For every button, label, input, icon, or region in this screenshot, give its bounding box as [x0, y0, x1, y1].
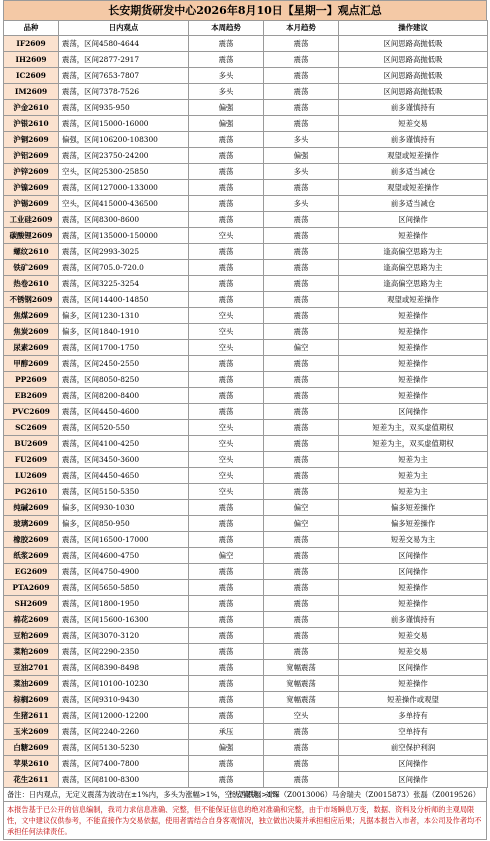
row-advice: 区间操作	[339, 660, 488, 676]
row-monthly-trend: 震荡	[264, 532, 339, 548]
row-intraday-view: 震荡，区间520-550	[59, 420, 189, 436]
row-weekly-trend: 震荡	[189, 500, 264, 516]
row-weekly-trend: 震荡	[189, 244, 264, 260]
table-header-row	[4, 21, 488, 36]
row-intraday-view: 震荡，区间12000-12200	[59, 708, 189, 724]
row-monthly-trend: 震荡	[264, 388, 339, 404]
row-advice: 短差为主	[339, 468, 488, 484]
row-monthly-trend: 震荡	[264, 596, 339, 612]
row-symbol: 碳酸锂2609	[4, 228, 59, 244]
row-intraday-view: 震荡，区间127000-133000	[59, 180, 189, 196]
row-symbol: 尿素2609	[4, 340, 59, 356]
authors: 长安期货：刘琛（Z0013006）马舍瑞夫（Z0015873）张磊（Z0019526）	[228, 790, 480, 799]
row-intraday-view: 震荡，区间8300-8600	[59, 212, 189, 228]
table-row	[4, 628, 488, 644]
row-symbol: EB2609	[4, 388, 59, 404]
row-symbol: 纯碱2609	[4, 500, 59, 516]
row-monthly-trend: 宽幅震荡	[264, 660, 339, 676]
table-row	[4, 500, 488, 516]
table-row	[4, 388, 488, 404]
row-symbol: 橡胶2609	[4, 532, 59, 548]
row-symbol: 生猪2611	[4, 708, 59, 724]
row-advice: 短差操作	[339, 324, 488, 340]
row-weekly-trend: 偏强	[189, 116, 264, 132]
row-symbol: 沪银2610	[4, 116, 59, 132]
header-advice: 操作建议	[339, 21, 488, 36]
row-weekly-trend: 震荡	[189, 276, 264, 292]
row-symbol: 沪镍2609	[4, 180, 59, 196]
row-advice: 前多适当减仓	[339, 196, 488, 212]
row-weekly-trend: 多头	[189, 84, 264, 100]
row-weekly-trend: 空头	[189, 484, 264, 500]
row-monthly-trend: 震荡	[264, 52, 339, 68]
row-advice: 区间操作	[339, 548, 488, 564]
row-weekly-trend: 震荡	[189, 292, 264, 308]
row-monthly-trend: 震荡	[264, 212, 339, 228]
row-advice: 区间操作	[339, 212, 488, 228]
row-monthly-trend: 震荡	[264, 100, 339, 116]
row-advice: 空单持有	[339, 724, 488, 740]
table-row	[4, 36, 488, 52]
row-symbol: IH2609	[4, 52, 59, 68]
row-intraday-view: 震荡，区间3070-3120	[59, 628, 189, 644]
table-row	[4, 676, 488, 692]
table-row	[4, 84, 488, 100]
row-advice: 短差操作	[339, 356, 488, 372]
row-symbol: 焦煤2609	[4, 308, 59, 324]
row-symbol: 工业硅2609	[4, 212, 59, 228]
row-intraday-view: 震荡，区间2877-2917	[59, 52, 189, 68]
row-weekly-trend: 空头	[189, 420, 264, 436]
table-row	[4, 324, 488, 340]
row-advice: 逢高偏空思路为主	[339, 244, 488, 260]
row-monthly-trend: 震荡	[264, 84, 339, 100]
row-weekly-trend: 震荡	[189, 708, 264, 724]
row-weekly-trend: 震荡	[189, 132, 264, 148]
row-symbol: 玻璃2609	[4, 516, 59, 532]
row-monthly-trend: 宽幅震荡	[264, 692, 339, 708]
row-weekly-trend: 震荡	[189, 164, 264, 180]
row-intraday-view: 震荡，区间4600-4750	[59, 548, 189, 564]
row-advice: 区间操作	[339, 404, 488, 420]
row-monthly-trend: 震荡	[264, 580, 339, 596]
row-intraday-view: 震荡，区间935-950	[59, 100, 189, 116]
row-intraday-view: 震荡，区间8050-8250	[59, 372, 189, 388]
row-symbol: 沪锌2609	[4, 164, 59, 180]
row-monthly-trend: 震荡	[264, 644, 339, 660]
row-advice: 区间操作	[339, 772, 488, 788]
table-row	[4, 308, 488, 324]
row-symbol: PVC2609	[4, 404, 59, 420]
row-weekly-trend: 震荡	[189, 148, 264, 164]
row-symbol: 苹果2610	[4, 756, 59, 772]
row-weekly-trend: 震荡	[189, 756, 264, 772]
table-row	[4, 708, 488, 724]
row-intraday-view: 震荡，区间2993-3025	[59, 244, 189, 260]
row-symbol: IF2609	[4, 36, 59, 52]
row-weekly-trend: 偏强	[189, 100, 264, 116]
row-intraday-view: 震荡，区间4450-4600	[59, 404, 189, 420]
table-row	[4, 516, 488, 532]
row-monthly-trend: 震荡	[264, 36, 339, 52]
table-row	[4, 596, 488, 612]
row-symbol: IM2609	[4, 84, 59, 100]
row-symbol: PG2610	[4, 484, 59, 500]
row-advice: 短差交易为主	[339, 532, 488, 548]
table-row	[4, 228, 488, 244]
row-intraday-view: 震荡，区间2290-2350	[59, 644, 189, 660]
row-weekly-trend: 震荡	[189, 388, 264, 404]
header-symbol: 品种	[4, 21, 59, 36]
table-row	[4, 404, 488, 420]
row-monthly-trend: 多头	[264, 164, 339, 180]
row-weekly-trend: 震荡	[189, 580, 264, 596]
page-title: 长安期货研发中心2026年8月10日【星期一】观点汇总	[3, 0, 487, 20]
row-monthly-trend: 震荡	[264, 724, 339, 740]
row-weekly-trend: 偏强	[189, 740, 264, 756]
row-intraday-view: 震荡，区间3225-3254	[59, 276, 189, 292]
row-advice: 前多适当减仓	[339, 164, 488, 180]
footnote-text: 备注：日内观点，无定义震荡为波动在±1%内，多头为涨幅>1%，空头为跌幅>1%	[7, 790, 279, 799]
views-table	[3, 20, 488, 788]
table-row	[4, 612, 488, 628]
row-intraday-view: 震荡，区间8100-8300	[59, 772, 189, 788]
row-advice: 短差操作	[339, 340, 488, 356]
row-monthly-trend: 震荡	[264, 612, 339, 628]
row-monthly-trend: 震荡	[264, 356, 339, 372]
row-symbol: 螺纹2610	[4, 244, 59, 260]
row-advice: 前多谨慎持有	[339, 132, 488, 148]
row-monthly-trend: 震荡	[264, 244, 339, 260]
row-intraday-view: 空头，区间25300-25850	[59, 164, 189, 180]
header-monthly-trend: 本月趋势	[264, 21, 339, 36]
row-advice: 逢高偏空思路为主	[339, 276, 488, 292]
table-row	[4, 692, 488, 708]
row-symbol: BU2609	[4, 436, 59, 452]
row-advice: 偏多短差操作	[339, 500, 488, 516]
row-intraday-view: 空头，区间415000-436500	[59, 196, 189, 212]
row-weekly-trend: 震荡	[189, 36, 264, 52]
row-intraday-view: 震荡，区间10100-10230	[59, 676, 189, 692]
row-advice: 短差操作	[339, 228, 488, 244]
row-advice: 短差操作或观望	[339, 692, 488, 708]
table-row	[4, 452, 488, 468]
row-monthly-trend: 震荡	[264, 276, 339, 292]
row-weekly-trend: 偏空	[189, 548, 264, 564]
row-symbol: SC2609	[4, 420, 59, 436]
row-weekly-trend: 空头	[189, 308, 264, 324]
row-intraday-view: 震荡，区间1800-1950	[59, 596, 189, 612]
row-symbol: 沪金2610	[4, 100, 59, 116]
row-symbol: 焦炭2609	[4, 324, 59, 340]
row-weekly-trend: 空头	[189, 452, 264, 468]
row-intraday-view: 震荡，区间1700-1750	[59, 340, 189, 356]
table-row	[4, 212, 488, 228]
row-weekly-trend: 震荡	[189, 564, 264, 580]
row-monthly-trend: 宽幅震荡	[264, 676, 339, 692]
row-symbol: 花生2611	[4, 772, 59, 788]
row-advice: 区间思路高抛低吸	[339, 52, 488, 68]
row-weekly-trend: 震荡	[189, 212, 264, 228]
row-weekly-trend: 空头	[189, 228, 264, 244]
row-intraday-view: 震荡，区间2240-2260	[59, 724, 189, 740]
table-row	[4, 660, 488, 676]
row-symbol: 菜油2609	[4, 676, 59, 692]
row-advice: 短差为主，双买虚值期权	[339, 420, 488, 436]
row-intraday-view: 偏多，区间850-950	[59, 516, 189, 532]
table-row	[4, 468, 488, 484]
table-row	[4, 532, 488, 548]
row-weekly-trend: 震荡	[189, 372, 264, 388]
row-symbol: 玉米2609	[4, 724, 59, 740]
row-intraday-view: 震荡，区间5150-5350	[59, 484, 189, 500]
row-advice: 偏多短差操作	[339, 516, 488, 532]
row-symbol: 白糖2609	[4, 740, 59, 756]
row-weekly-trend: 震荡	[189, 516, 264, 532]
row-monthly-trend: 震荡	[264, 324, 339, 340]
row-weekly-trend: 空头	[189, 340, 264, 356]
row-symbol: PP2609	[4, 372, 59, 388]
table-row	[4, 724, 488, 740]
row-intraday-view: 震荡，区间23750-24200	[59, 148, 189, 164]
row-intraday-view: 偏多，区间930-1030	[59, 500, 189, 516]
row-weekly-trend: 震荡	[189, 628, 264, 644]
row-monthly-trend: 震荡	[264, 260, 339, 276]
row-weekly-trend: 空头	[189, 468, 264, 484]
table-row	[4, 484, 488, 500]
row-advice: 短差操作	[339, 308, 488, 324]
row-monthly-trend: 震荡	[264, 548, 339, 564]
row-symbol: 纸浆2609	[4, 548, 59, 564]
row-advice: 短差为主	[339, 484, 488, 500]
row-symbol: 棉花2609	[4, 612, 59, 628]
row-intraday-view: 震荡，区间5650-5850	[59, 580, 189, 596]
row-weekly-trend: 空头	[189, 436, 264, 452]
table-row	[4, 276, 488, 292]
row-intraday-view: 震荡，区间9310-9430	[59, 692, 189, 708]
row-advice: 短差交易	[339, 644, 488, 660]
row-weekly-trend: 震荡	[189, 692, 264, 708]
table-row	[4, 180, 488, 196]
row-advice: 前多谨慎持有	[339, 100, 488, 116]
row-monthly-trend: 偏空	[264, 500, 339, 516]
row-advice: 短差交易	[339, 628, 488, 644]
row-symbol: 沪铝2609	[4, 148, 59, 164]
table-row	[4, 244, 488, 260]
row-monthly-trend: 偏空	[264, 516, 339, 532]
row-weekly-trend: 多头	[189, 68, 264, 84]
table-row	[4, 52, 488, 68]
table-row	[4, 164, 488, 180]
row-advice: 区间操作	[339, 756, 488, 772]
table-row	[4, 756, 488, 772]
row-monthly-trend: 震荡	[264, 420, 339, 436]
row-advice: 区间思路高抛低吸	[339, 68, 488, 84]
row-weekly-trend: 震荡	[189, 660, 264, 676]
row-symbol: IC2609	[4, 68, 59, 84]
row-monthly-trend: 震荡	[264, 228, 339, 244]
row-advice: 前空保护利润	[339, 740, 488, 756]
row-advice: 短差操作	[339, 388, 488, 404]
row-monthly-trend: 震荡	[264, 772, 339, 788]
row-intraday-view: 震荡，区间135000-150000	[59, 228, 189, 244]
table-row	[4, 148, 488, 164]
row-monthly-trend: 空头	[264, 708, 339, 724]
row-symbol: EG2609	[4, 564, 59, 580]
row-intraday-view: 震荡，区间4750-4900	[59, 564, 189, 580]
row-intraday-view: 偏多，区间1230-1310	[59, 308, 189, 324]
row-weekly-trend: 震荡	[189, 180, 264, 196]
row-weekly-trend: 震荡	[189, 532, 264, 548]
row-intraday-view: 震荡，区间7378-7526	[59, 84, 189, 100]
table-row	[4, 740, 488, 756]
row-advice: 观望或短差操作	[339, 180, 488, 196]
row-advice: 短差操作	[339, 676, 488, 692]
row-intraday-view: 震荡，区间3450-3600	[59, 452, 189, 468]
table-row	[4, 548, 488, 564]
row-advice: 观望或短差操作	[339, 148, 488, 164]
row-advice: 多单持有	[339, 708, 488, 724]
row-weekly-trend: 震荡	[189, 612, 264, 628]
row-monthly-trend: 震荡	[264, 372, 339, 388]
row-symbol: 不锈钢2609	[4, 292, 59, 308]
row-weekly-trend: 震荡	[189, 52, 264, 68]
row-advice: 区间思路高抛低吸	[339, 36, 488, 52]
row-monthly-trend: 震荡	[264, 116, 339, 132]
row-intraday-view: 震荡，区间4450-4650	[59, 468, 189, 484]
row-monthly-trend: 多头	[264, 196, 339, 212]
row-advice: 短差为主	[339, 452, 488, 468]
row-advice: 逢高偏空思路为主	[339, 260, 488, 276]
row-intraday-view: 震荡，区间5130-5230	[59, 740, 189, 756]
row-monthly-trend: 震荡	[264, 756, 339, 772]
table-row	[4, 68, 488, 84]
row-monthly-trend: 震荡	[264, 308, 339, 324]
row-advice: 短差操作	[339, 580, 488, 596]
row-advice: 短差为主，双买虚值期权	[339, 436, 488, 452]
row-advice: 短差操作	[339, 596, 488, 612]
row-symbol: PTA2609	[4, 580, 59, 596]
table-row	[4, 356, 488, 372]
row-intraday-view: 震荡，区间8390-8498	[59, 660, 189, 676]
table-row	[4, 100, 488, 116]
row-monthly-trend: 偏强	[264, 148, 339, 164]
row-advice: 前多谨慎持有	[339, 612, 488, 628]
row-intraday-view: 震荡，区间2450-2550	[59, 356, 189, 372]
row-weekly-trend: 震荡	[189, 196, 264, 212]
row-symbol: 棕榈2609	[4, 692, 59, 708]
table-row	[4, 372, 488, 388]
row-symbol: FU2609	[4, 452, 59, 468]
row-weekly-trend: 震荡	[189, 644, 264, 660]
row-symbol: 热卷2610	[4, 276, 59, 292]
row-intraday-view: 偏多，区间1840-1910	[59, 324, 189, 340]
row-symbol: 铁矿2609	[4, 260, 59, 276]
row-symbol: 豆粕2609	[4, 628, 59, 644]
row-advice: 区间思路高抛低吸	[339, 84, 488, 100]
row-weekly-trend: 震荡	[189, 356, 264, 372]
row-monthly-trend: 震荡	[264, 452, 339, 468]
row-weekly-trend: 震荡	[189, 772, 264, 788]
table-row	[4, 564, 488, 580]
row-symbol: SH2609	[4, 596, 59, 612]
row-monthly-trend: 震荡	[264, 564, 339, 580]
row-weekly-trend: 震荡	[189, 596, 264, 612]
row-weekly-trend: 震荡	[189, 676, 264, 692]
footnote	[3, 788, 487, 802]
row-symbol: 沪铜2609	[4, 132, 59, 148]
table-row	[4, 644, 488, 660]
row-intraday-view: 震荡，区间16500-17000	[59, 532, 189, 548]
row-monthly-trend: 震荡	[264, 468, 339, 484]
row-weekly-trend: 震荡	[189, 404, 264, 420]
row-advice: 短差操作	[339, 372, 488, 388]
row-symbol: 菜粕2609	[4, 644, 59, 660]
table-row	[4, 772, 488, 788]
table-row	[4, 340, 488, 356]
row-weekly-trend: 震荡	[189, 260, 264, 276]
row-intraday-view: 震荡，区间4580-4644	[59, 36, 189, 52]
row-intraday-view: 震荡，区间15000-16000	[59, 116, 189, 132]
row-monthly-trend: 震荡	[264, 740, 339, 756]
summary-sheet	[3, 0, 487, 840]
disclaimer: 本报告基于已公开的信息编制，我司力求信息准确、完整，但不能保证信息的绝对准确和完整，由于市场瞬息万变，数据、资料及分析师的主观局限性，文中建议仅供参考，不能直接作为交易依据，使用者需结合自身客观情况，独立做出决策并承担相应后果；凡据本报告入市者，本公司及作者均不承担任何法律责任。	[3, 802, 487, 840]
row-intraday-view: 震荡，区间7400-7800	[59, 756, 189, 772]
row-weekly-trend: 承压	[189, 724, 264, 740]
row-intraday-view: 震荡，区间15600-16300	[59, 612, 189, 628]
row-intraday-view: 震荡，区间14400-14850	[59, 292, 189, 308]
table-row	[4, 580, 488, 596]
row-advice: 短差交易	[339, 116, 488, 132]
row-symbol: 甲醇2609	[4, 356, 59, 372]
row-monthly-trend: 震荡	[264, 628, 339, 644]
row-advice: 观望或短差操作	[339, 292, 488, 308]
row-monthly-trend: 偏空	[264, 340, 339, 356]
row-monthly-trend: 多头	[264, 132, 339, 148]
table-row	[4, 436, 488, 452]
table-row	[4, 260, 488, 276]
table-row	[4, 292, 488, 308]
row-intraday-view: 震荡，区间705.0-720.0	[59, 260, 189, 276]
row-symbol: 豆油2701	[4, 660, 59, 676]
table-row	[4, 196, 488, 212]
row-intraday-view: 偏强，区间106200-108300	[59, 132, 189, 148]
header-intraday-view: 日内观点	[59, 21, 189, 36]
row-weekly-trend: 空头	[189, 324, 264, 340]
row-monthly-trend: 震荡	[264, 436, 339, 452]
row-intraday-view: 震荡，区间4100-4250	[59, 436, 189, 452]
table-row	[4, 132, 488, 148]
row-monthly-trend: 震荡	[264, 484, 339, 500]
table-row	[4, 116, 488, 132]
row-intraday-view: 震荡，区间7653-7807	[59, 68, 189, 84]
row-monthly-trend: 震荡	[264, 404, 339, 420]
row-monthly-trend: 震荡	[264, 68, 339, 84]
header-weekly-trend: 本周趋势	[189, 21, 264, 36]
row-advice: 区间操作	[339, 564, 488, 580]
table-row	[4, 420, 488, 436]
row-intraday-view: 震荡，区间8200-8400	[59, 388, 189, 404]
row-monthly-trend: 震荡	[264, 180, 339, 196]
row-symbol: 沪锡2609	[4, 196, 59, 212]
row-symbol: LU2609	[4, 468, 59, 484]
row-monthly-trend: 震荡	[264, 292, 339, 308]
